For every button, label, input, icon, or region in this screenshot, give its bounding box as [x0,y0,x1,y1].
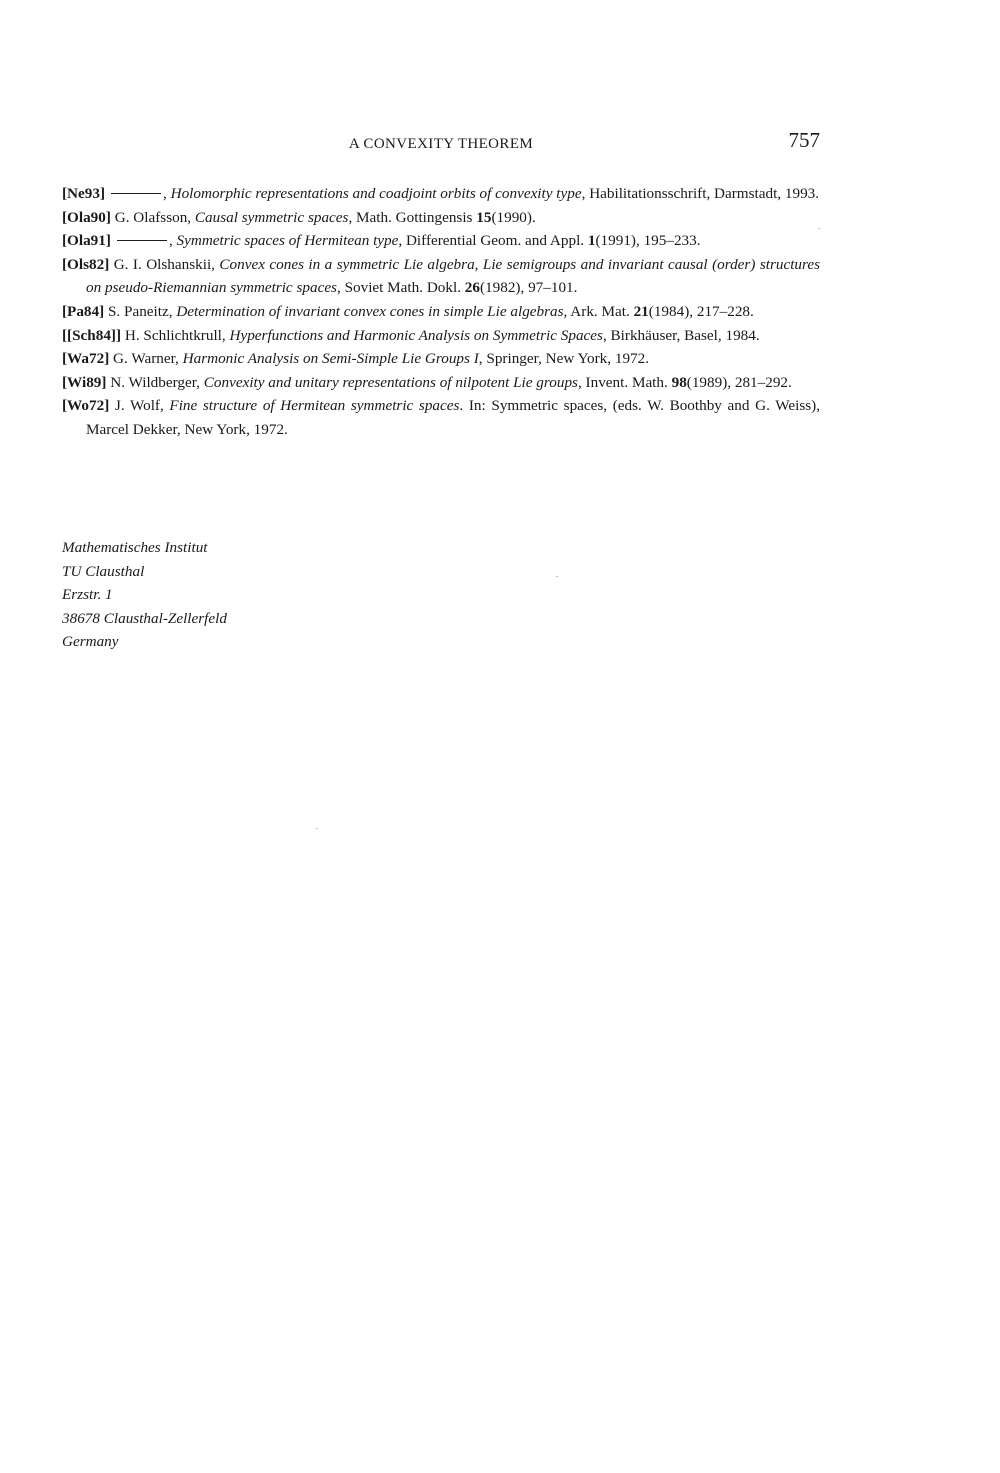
reference-item [62,394,820,441]
reference-year-pages: (1982), 97–101. [479,279,578,297]
reference-author: H. Schlichtkrull, [124,326,230,344]
reference-source: , Differential Geom. and Appl. [398,232,588,250]
address-line: TU Clausthal [62,562,145,580]
reference-item [62,371,820,395]
reference-volume: 26 [464,279,480,297]
reference-author: G. I. Olshanskii, [113,255,220,273]
reference-item [62,324,820,348]
reference-title: Harmonic Analysis on Semi-Simple Lie Groups I [182,350,479,368]
reference-key: [Ne93] [62,185,106,202]
running-head [62,128,820,160]
reference-source: , Soviet Math. Dokl. [336,279,465,297]
reference-volume: 15 [476,208,492,226]
reference-title: Convex cones in a symmetric Lie algebra, Lie semigroups and invariant causal (order) structures on pseudo-Riemannian symmetric spaces [86,255,821,297]
reference-title: Determination of invariant convex cones in simple Lie algebras [176,302,564,320]
reference-source: , Math. Gottingensis [348,208,477,226]
reference-title: Holomorphic representations and coadjoint orbits of convexity type [170,185,582,202]
address-line: Erzstr. 1 [62,586,113,604]
reference-year-pages: (1989), 281–292. [686,373,792,391]
reference-author: S. Paneitz, [107,302,177,320]
reference-author: N. Wildberger, [110,373,204,391]
reference-title: Hyperfunctions and Harmonic Analysis on Symmetric Spaces [229,326,603,344]
reference-title: Symmetric spaces of Hermitean type [176,232,399,250]
reference-key: [Ola91] [62,232,111,250]
reference-title: Convexity and unitary representations of nilpotent Lie groups [203,373,578,391]
reference-source: . In: Symmetric spaces, (eds. W. Boothby and G. Weiss), Marcel Dekker, New York, 1972. [86,397,821,438]
reference-source: , Ark. Mat. [563,302,634,320]
reference-title: Fine structure of Hermitean symmetric spaces [169,397,460,415]
address-line: 38678 Clausthal-Zellerfeld [62,609,227,627]
reference-title: Causal symmetric spaces [194,208,349,226]
scan-speck [818,228,820,229]
page-number: 757 [788,128,820,152]
author-repeat-dash [117,240,167,241]
reference-author: G. Olafsson, [114,208,195,226]
reference-source: , Habilitationsschrift, Darmstadt, 1993. [581,185,820,202]
reference-key: [Wo72] [62,397,110,415]
address-line: Germany [62,633,119,651]
reference-volume: 21 [633,302,649,320]
reference-key: [Wa72] [62,350,110,368]
reference-list [62,182,820,442]
reference-key: [Ola90] [62,208,111,226]
reference-item [62,253,820,300]
reference-source: , Birkhäuser, Basel, 1984. [602,326,760,344]
reference-year-pages: (1990). [491,208,536,226]
reference-item [62,206,820,230]
reference-source: , Invent. Math. [577,373,672,391]
reference-year-pages: (1984), 217–228. [648,302,754,320]
reference-volume: 98 [671,373,687,391]
reference-key: [Wi89] [62,373,107,391]
address-line: Mathematisches Institut [62,539,208,556]
reference-item [62,347,820,371]
reference-author: G. Warner, [113,350,183,368]
author-repeat-dash [111,193,161,194]
reference-key: [[Sch84]] [62,326,122,344]
reference-key: [Pa84] [62,302,105,320]
running-title: A CONVEXITY THEOREM [348,136,534,152]
reference-key: [Ols82] [62,255,110,273]
author-address [62,536,227,654]
reference-author: J. Wolf, [114,397,170,415]
reference-item: [Ola91] , Symmetric spaces of Hermitean type, Differential Geom. and Appl. 1(1991), 195–233. [62,232,701,250]
reference-year-pages: (1991), 195–233. [595,232,701,250]
scan-speck [316,828,318,829]
reference-item: [Ne93] , Holomorphic representations and coadjoint orbits of convexity type, Habilitationsschrift, Darmstadt, 1993. [62,185,820,202]
reference-source: , Springer, New York, 1972. [478,350,650,368]
reference-item [62,300,820,324]
reference-volume: 1 [587,232,596,250]
scan-speck [556,576,558,577]
